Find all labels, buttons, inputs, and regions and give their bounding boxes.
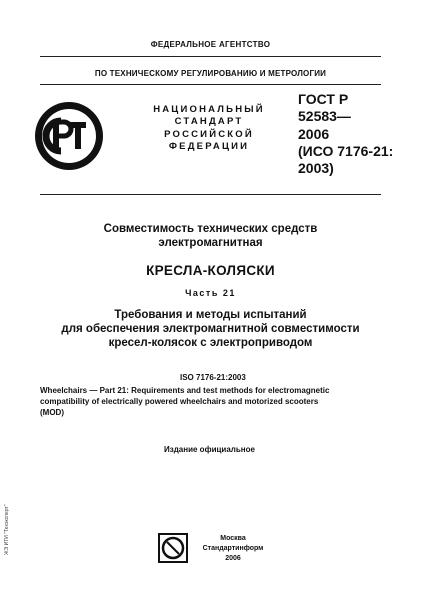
divider-header <box>40 84 381 85</box>
national-standard-label <box>134 104 284 153</box>
side-note: ЖЭ ИТИ "Техэксперт" <box>4 504 10 555</box>
iso-reference: ISO 7176-21:2003 <box>180 373 246 382</box>
national-line: ФЕДЕРАЦИИ <box>168 140 250 152</box>
national-line: СТАНДАРТ <box>174 116 244 128</box>
english-title-line: (MOD) <box>40 408 64 417</box>
designation-line: 2006 <box>298 125 330 142</box>
english-title-line: compatibility of electrically powered wheelchairs and motorized scooters <box>40 397 319 406</box>
english-title-line: Wheelchairs — Part 21: Requirements and test methods for electromagnetic <box>40 386 330 395</box>
subtitle-line-2: для обеспечения электромагнитной совместимости <box>61 323 360 335</box>
publisher-year: 2006 <box>225 555 241 562</box>
english-title <box>40 385 400 418</box>
subtitle-line-1: Требования и методы испытаний <box>114 309 307 321</box>
designation-line: (ИСО 7176-21: <box>298 142 394 159</box>
subtitle-line-3: кресел-колясок с электроприводом <box>108 337 313 349</box>
publisher-info <box>193 534 273 564</box>
publisher-name: Стандартинформ <box>202 545 264 552</box>
main-title: КРЕСЛА-КОЛЯСКИ <box>146 263 275 278</box>
edition-label: Издание официальное <box>164 445 255 454</box>
designation-line: 52583— <box>298 108 351 125</box>
divider-title <box>40 194 381 195</box>
title-line-2: электромагнитная <box>158 237 263 249</box>
standard-designation <box>298 91 393 177</box>
rst-logo-icon <box>34 101 104 171</box>
agency-name: ФЕДЕРАЛЬНОЕ АГЕНТСТВО <box>150 40 271 49</box>
publisher-city: Москва <box>220 535 246 542</box>
national-line: РОССИЙСКОЙ <box>164 128 254 140</box>
national-line: НАЦИОНАЛЬНЫЙ <box>153 104 265 115</box>
divider-top <box>40 56 381 57</box>
agency-department: ПО ТЕХНИЧЕСКОМУ РЕГУЛИРОВАНИЮ И МЕТРОЛОГИИ <box>94 69 327 78</box>
rst-logo-text: РСТ <box>69 171 71 172</box>
standartinform-logo-text: СИ <box>173 563 175 564</box>
standartinform-logo-icon <box>158 533 188 563</box>
title-line-1: Совместимость технических средств <box>103 223 318 235</box>
designation-line: 2003) <box>298 160 334 177</box>
part-label: Часть 21 <box>185 288 236 298</box>
designation-line: ГОСТ Р <box>298 91 349 107</box>
